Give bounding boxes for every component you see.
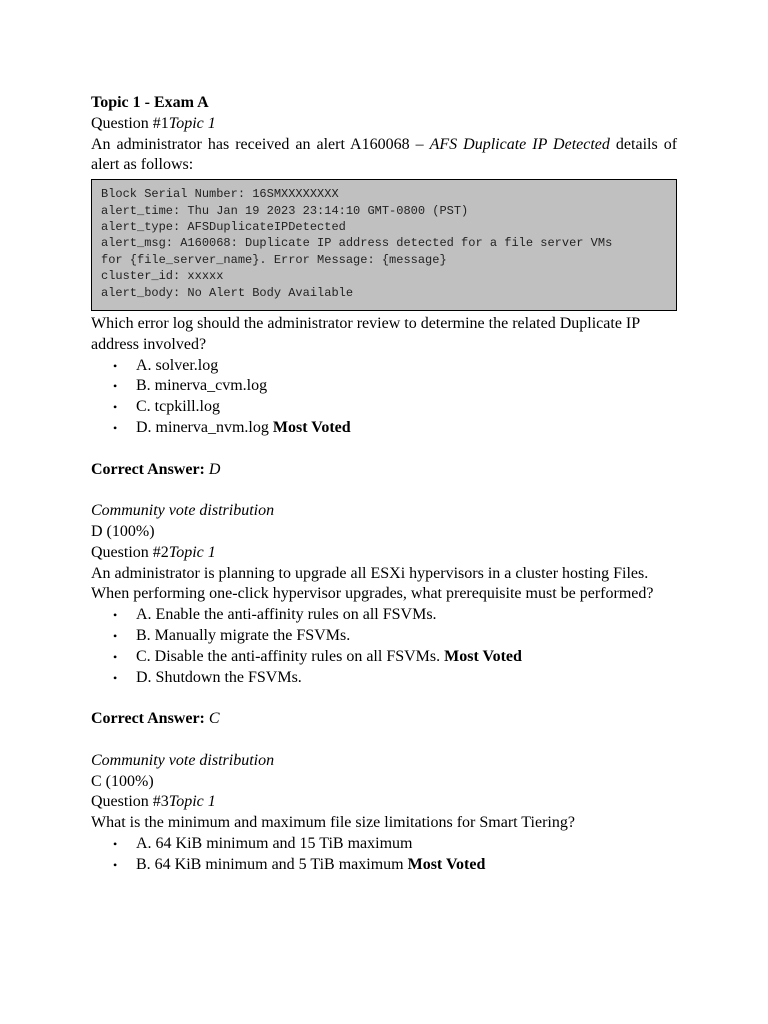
option-item: [136, 397, 677, 418]
vote-distribution-title: Community vote distribution: [91, 751, 275, 769]
option-item: [136, 376, 677, 397]
correct-answer-value: C: [208, 710, 220, 728]
correct-answer-value: D: [208, 460, 221, 478]
correct-answer-label: Correct Answer:: [91, 710, 205, 728]
option-text: B. minerva_cvm.log: [136, 377, 268, 395]
code-line: for {file_server_name}. Error Message: {message}: [101, 252, 447, 267]
option-text: D. Shutdown the FSVMs.: [136, 668, 302, 686]
question-2-header: [91, 543, 677, 564]
question-1-intro-text-2: details of alert as follows:: [91, 135, 678, 174]
question-2-label: Question #2: [91, 543, 169, 561]
vote-distribution-label: [91, 751, 677, 772]
option-item: [136, 418, 677, 439]
question-2-topic: Topic 1: [168, 543, 216, 561]
option-text: B. 64 KiB minimum and 5 TiB maximum: [136, 855, 404, 873]
option-text: C. tcpkill.log: [136, 398, 220, 416]
code-line: alert_body: No Alert Body Available: [101, 285, 354, 300]
option-text: A. solver.log: [136, 356, 219, 374]
page-heading: Topic 1 - Exam A: [91, 94, 209, 111]
option-item: [136, 356, 677, 377]
question-1-options: [91, 356, 677, 439]
question-2-options: [91, 605, 677, 688]
question-1-topic: Topic 1: [168, 114, 216, 132]
code-line: cluster_id: xxxxx: [101, 269, 224, 284]
question-2-answer: [91, 709, 677, 730]
option-item: [136, 668, 677, 689]
code-line: alert_msg: A160068: Duplicate IP address detected for a file server VMs: [101, 236, 613, 251]
question-3-text: What is the minimum and maximum file size limitations for Smart Tiering?: [91, 814, 575, 832]
vote-distribution-value: C (100%): [91, 772, 154, 790]
question-3-topic: Topic 1: [168, 793, 216, 811]
alert-details-box: [91, 179, 677, 311]
option-text: C. Disable the anti-affinity rules on all FSVMs.: [136, 647, 441, 665]
option-item: [136, 605, 677, 626]
question-2-text-1: An administrator is planning to upgrade all ESXi hypervisors in a cluster hosting Files.: [91, 564, 649, 582]
code-line: alert_time: Thu Jan 19 2023 23:14:10 GMT-0800 (PST): [101, 203, 469, 218]
question-1-answer: [91, 460, 677, 481]
option-text: D. minerva_nvm.log: [136, 419, 269, 437]
question-1-intro-text: An administrator has received an alert A160068 –: [91, 135, 430, 153]
question-1-text: Which error log should the administrator review to determine the related Duplicate IP address involved?: [91, 315, 640, 353]
question-3-header: [91, 792, 677, 813]
most-voted-badge: Most Voted: [444, 647, 522, 665]
vote-distribution-value: D (100%): [91, 523, 155, 540]
vote-distribution-label: [91, 501, 677, 522]
option-text: B. Manually migrate the FSVMs.: [136, 626, 351, 644]
code-line: Block Serial Number: 16SMXXXXXXXX: [101, 187, 339, 202]
option-item: [136, 855, 677, 876]
option-text: A. 64 KiB minimum and 15 TiB maximum: [136, 834, 413, 852]
question-1-intro: [91, 135, 677, 177]
option-text: A. Enable the anti-affinity rules on all FSVMs.: [136, 606, 437, 624]
option-item: [136, 834, 677, 855]
question-1-alert-name: AFS Duplicate IP Detected: [429, 135, 610, 153]
most-voted-badge: Most Voted: [407, 855, 486, 873]
most-voted-badge: Most Voted: [272, 419, 351, 437]
question-2-text-2: When performing one-click hypervisor upgrades, what prerequisite must be performed?: [91, 585, 654, 603]
option-item: [136, 647, 677, 668]
correct-answer-label: Correct Answer:: [91, 460, 205, 478]
question-3-options: [91, 834, 677, 876]
question-3-label: Question #3: [91, 793, 169, 811]
question-1-header: [91, 114, 677, 135]
code-line: alert_type: AFSDuplicateIPDetected: [101, 220, 346, 234]
vote-distribution-title: Community vote distribution: [91, 502, 275, 520]
option-item: [136, 626, 677, 647]
question-1-label: Question #1: [91, 114, 169, 132]
